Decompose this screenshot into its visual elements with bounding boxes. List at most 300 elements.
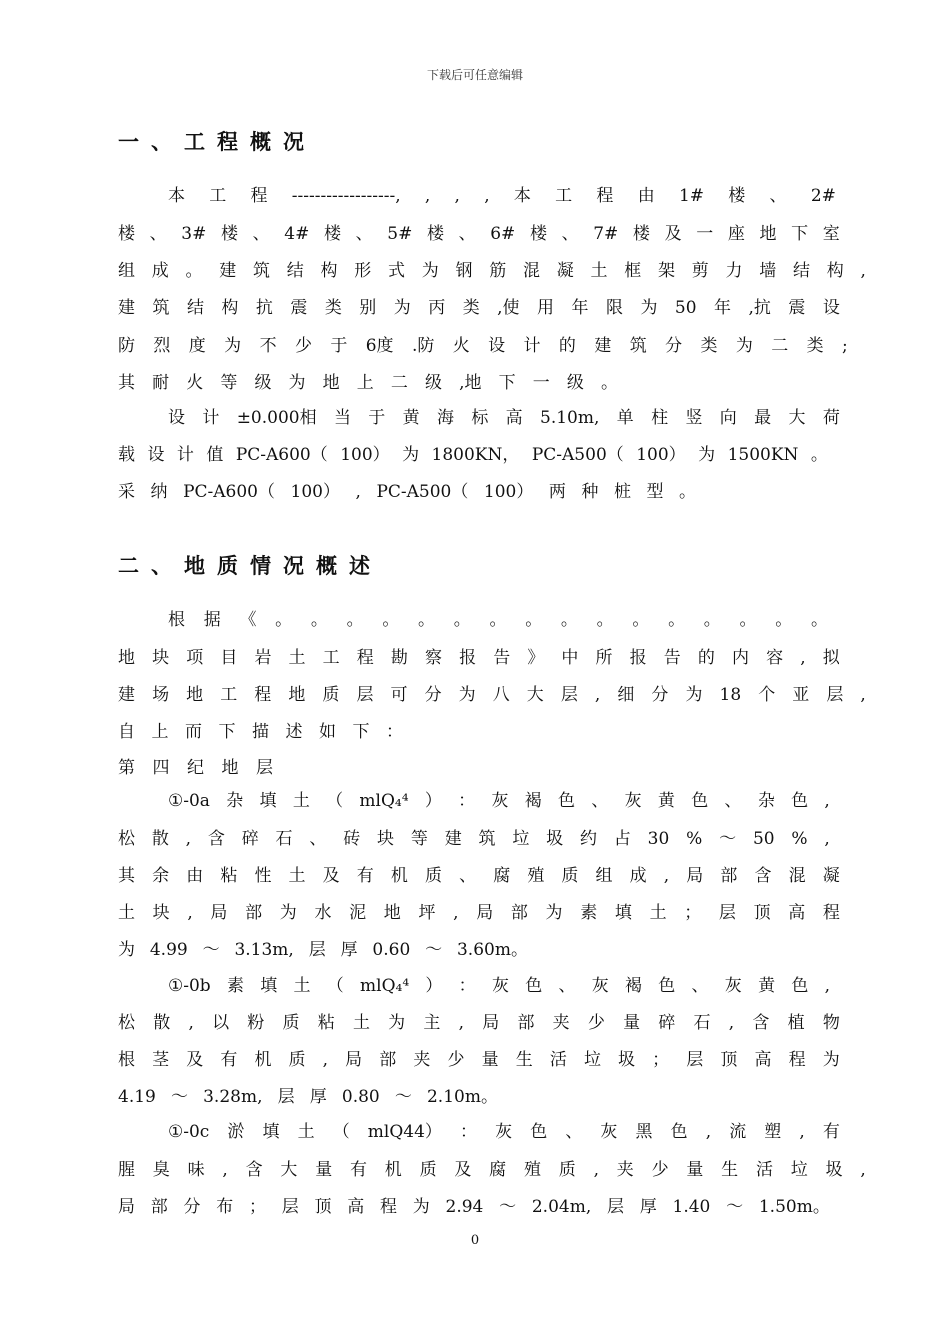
text-token: 为 [685,685,703,705]
text-token: 部 [245,903,263,923]
text-token: 为 [224,336,242,356]
text-token: 工 [322,648,340,668]
text-token: , [322,1050,329,1070]
text-token: 块 [152,903,170,923]
text-token: 采 [118,482,135,502]
text-token: 杂 [226,791,244,811]
page-number: 0 [470,1233,480,1248]
text-token: ～ [499,1197,517,1217]
text-line [118,298,840,318]
text-token: 顶 [314,1197,332,1217]
text-token: 黄 [657,791,675,811]
text-token: 为 [388,1013,406,1033]
text-token: 色 [670,1122,688,1142]
text-token: 而 [185,722,202,742]
text-token: 土 [352,1013,370,1033]
text-token: 顶 [720,1050,738,1070]
text-token: 物 [822,1013,840,1033]
text-token: 黄 [402,408,420,428]
text-token: ①-0b [168,976,211,996]
text-token: 局 [686,866,704,886]
text-token: , [663,866,670,886]
text-token: 抗 [255,298,273,318]
text-token: ～ [170,1087,188,1107]
text-token: 大 [280,1160,298,1180]
text-token: 及 [664,224,682,244]
text-token: 少 [587,1013,605,1033]
text-token: 1.40 [672,1197,711,1217]
text-token: mlQ₄⁴ [359,791,409,811]
text-token: 灰 [491,976,509,996]
text-token: , [860,1160,866,1180]
text-token: 别 [359,298,377,318]
text-token: , [222,1160,228,1180]
text-token: 上 [356,373,374,393]
text-token: 为 [393,298,411,318]
text-token: 级 [566,373,584,393]
text-token: 、 [252,224,270,244]
text-token: 楼 [728,186,746,206]
text-token: 地 [759,224,777,244]
text-line [118,648,840,668]
text-token: 石 [275,829,293,849]
text-token: 量 [686,1160,704,1180]
text-line [118,940,528,960]
text-token: 。 [382,610,400,630]
text-token: 丙 [428,298,446,318]
text-token: 、 [355,224,373,244]
text-token: 组 [595,866,613,886]
text-token: 细 [617,685,635,705]
text-token: 及 [454,1160,472,1180]
text-token: 填 [614,903,632,923]
text-token: 50 [674,298,697,318]
text-token: 100） [340,445,390,465]
text-token: 18 [719,685,742,705]
text-token: 本 [168,186,185,206]
text-token: 含 [245,1160,263,1180]
text-token: 量 [481,1050,499,1070]
text-token: 程 [380,1197,397,1217]
text-token: 程 [250,186,268,206]
text-token: 项 [186,648,204,668]
text-token: 筑 [152,298,170,318]
text-token: 一 [696,224,714,244]
text-token: 》 [527,648,545,668]
text-token: 二 [771,336,789,356]
text-token: 第 [118,758,135,778]
text-token: 臭 [152,1160,170,1180]
text-token: ～ [425,940,443,960]
text-token: 色 [658,976,676,996]
text-token: 本 [513,186,531,206]
text-token: 2.10m。 [426,1087,498,1107]
text-token: 4.19 [118,1087,156,1107]
text-token: 其 [118,866,135,886]
text-token: 高 [788,903,806,923]
text-token: 火 [186,373,204,393]
text-token: 土 [292,791,310,811]
text-token: 机 [254,1050,272,1070]
text-token: 容 [766,648,784,668]
text-token: 含 [207,829,225,849]
text-line [118,373,618,393]
text-token: 楼 [323,224,341,244]
text-token: 分 [424,685,442,705]
text-token: 垃 [512,829,530,849]
text-line [118,224,840,244]
text-token: 楼 [220,224,238,244]
text-token: 少 [651,1160,669,1180]
text-token: , [860,685,866,705]
text-token: 四 [152,758,170,778]
text-token: 计 [176,445,194,465]
text-token: 墙 [759,261,777,281]
text-token: , [594,685,601,705]
text-token: 层 [686,1050,704,1070]
text-token: 层 [277,1087,295,1107]
text-token: 筋 [489,261,507,281]
text-token: 局 [482,1013,500,1033]
text-token: , [824,829,830,849]
text-token: ～ [394,1087,412,1107]
text-token: 座 [727,224,745,244]
text-token: 海 [436,408,454,428]
text-token: 。 [310,610,328,630]
text-line [118,866,840,886]
text-token: mlQ₄⁴ [360,976,410,996]
text-line [168,408,840,428]
text-token: , [453,903,459,923]
text-token: PC-A600（ [183,482,275,502]
text-token: 5# [387,224,413,244]
text-token: 告 [663,648,681,668]
text-token: 。 [632,610,650,630]
text-token: 柱 [651,408,669,428]
text-token: 、 [309,829,327,849]
text-token: 含 [752,1013,770,1033]
text-token: 大 [788,408,806,428]
text-token: 。 [810,445,828,465]
text-token: 为 [545,903,563,923]
text-token: 、 [458,224,476,244]
text-token: 级 [254,373,272,393]
text-token: 土 [288,866,306,886]
text-token: 个 [758,685,776,705]
text-token: 灰 [591,976,609,996]
text-token: 含 [754,866,772,886]
text-token: 工 [209,186,227,206]
text-token: 色 [558,791,576,811]
text-token: 述 [285,722,303,742]
text-token: , [484,186,490,206]
text-token: 载 [118,445,135,465]
text-token: 室 [822,224,840,244]
text-token: 为 [421,261,439,281]
text-token: ～ [202,940,220,960]
text-token: 余 [152,866,170,886]
text-token: 层 [356,685,374,705]
text-token: 少 [294,336,312,356]
text-token: 上 [151,722,169,742]
text-token: 为 [118,940,135,960]
text-token: 部 [510,903,528,923]
text-token: ±0.000相 [236,408,317,428]
text-token: 3# [181,224,207,244]
text-token: .防 [411,336,435,356]
text-token: 灰 [624,791,642,811]
text-token: 一 [532,373,550,393]
text-token: 2.94 [445,1197,484,1217]
text-token: ,使 [497,298,520,318]
text-token: 。 [418,610,436,630]
text-token: 当 [333,408,351,428]
text-token: 筑 [478,829,496,849]
text-token: 活 [755,1160,773,1180]
text-token: ； [249,1197,266,1217]
text-token: 50 [752,829,775,849]
text-token: 工 [220,685,238,705]
text-token: , [728,1013,735,1033]
text-token: 设 [168,408,185,428]
text-token: 架 [658,261,675,281]
text-token: 下 [791,224,809,244]
text-token: 部 [150,1197,168,1217]
text-line [168,976,830,996]
text-token: 值 [206,445,224,465]
text-token: 凝 [822,866,840,886]
text-token: ①-0a [168,791,210,811]
text-token: 色 [691,791,709,811]
text-token: 色 [530,1122,548,1142]
text-token: 腥 [118,1160,135,1180]
text-token: 程 [788,1050,806,1070]
text-token: 种 [581,482,599,502]
text-token: 主 [423,1013,441,1033]
text-line [118,758,273,778]
text-token: 约 [580,829,597,849]
text-token: 7# [593,224,619,244]
text-token: 占 [613,829,631,849]
text-line [118,261,866,281]
text-token: ------------------, [291,186,401,206]
text-line [168,791,830,811]
text-token: 告 [493,648,511,668]
text-token: 钢 [455,261,473,281]
text-token: 。 [596,610,614,630]
text-token: 淤 [227,1122,245,1142]
text-token: 。 [703,610,721,630]
text-token: 量 [623,1013,641,1033]
text-token: 构 [320,261,338,281]
text-line [118,722,403,742]
text-token: 程 [254,685,272,705]
text-token: 震 [290,298,308,318]
text-token: 碎 [241,829,259,849]
text-token: 不 [259,336,277,356]
text-token: 竖 [685,408,703,428]
text-token: 建 [118,685,135,705]
text-token: 地 [383,903,401,923]
text-token: 生 [515,1050,533,1070]
text-token: 、 [149,224,167,244]
text-token: 层 [281,1197,299,1217]
text-token: 地 [118,648,135,668]
text-token: 土 [118,903,135,923]
text-token: 100） [483,482,534,502]
text-token: 质 [282,1013,300,1033]
text-token: ： [458,976,476,996]
text-token: 色 [791,791,809,811]
text-token: 殖 [523,1160,541,1180]
text-token: 味 [187,1160,205,1180]
text-token: 土 [297,1122,315,1142]
text-token: 。 [185,261,203,281]
text-token: 标 [471,408,489,428]
text-token: 地 [288,685,306,705]
text-line [118,903,840,923]
text-token: % [791,829,808,849]
text-token: % [686,829,703,849]
text-token: 活 [549,1050,567,1070]
text-token: 报 [459,648,477,668]
text-token: 有 [349,1160,367,1180]
text-token: 、 [591,791,609,811]
text-token: , [593,1160,599,1180]
text-token: 局 [118,1197,135,1217]
text-token: , [800,648,806,668]
text-token: 形 [354,261,372,281]
text-token: 层 [308,940,326,960]
text-token: ①-0c [168,1122,210,1142]
text-token: 单 [616,408,634,428]
text-token: 楼 [632,224,650,244]
text-token: 6度 [365,336,394,356]
text-token: 类 [700,336,718,356]
text-token: 亚 [792,685,810,705]
text-token: 自 [118,722,135,742]
text-token: 。 [346,610,364,630]
text-token: 向 [719,408,737,428]
text-token: 殖 [527,866,545,886]
text-line [168,186,836,206]
text-token: 圾 [546,829,564,849]
text-token: 。 [739,610,757,630]
text-token: 质 [424,866,442,886]
text-token: 地 [322,373,340,393]
text-token: 厚 [340,940,358,960]
text-token: , [799,1122,805,1142]
text-token: 流 [729,1122,747,1142]
text-token: 。 [679,482,696,502]
text-token: 粘 [317,1013,335,1033]
text-token: 可 [390,685,408,705]
text-token: 楼 [426,224,444,244]
text-token: 夹 [552,1013,570,1033]
text-token: 《 [239,610,257,630]
text-token: 坪 [418,903,436,923]
text-token: PC-A500（ [376,482,469,502]
text-token: 为 [458,685,476,705]
text-token: 3.60m。 [456,940,528,960]
text-token: 勘 [390,648,408,668]
text-token: 30 [647,829,670,849]
text-token: 分 [665,336,683,356]
text-token: 由 [186,866,204,886]
text-token: 杂 [757,791,775,811]
text-token: 力 [725,261,743,281]
text-token: 下 [352,722,370,742]
text-token: 灰 [491,791,509,811]
text-token: 筑 [253,261,270,281]
text-token: 6# [490,224,516,244]
text-token: 下 [498,373,516,393]
text-token: 以 [212,1013,230,1033]
text-line [118,445,828,465]
text-token: 于 [330,336,348,356]
text-token: 有 [822,1122,840,1142]
text-token: 计 [523,336,541,356]
text-token: 高 [754,1050,772,1070]
text-token: 限 [605,298,623,318]
text-token: 混 [523,261,540,281]
text-token: 灰 [600,1122,618,1142]
text-token: 设 [147,445,165,465]
text-token: 、 [561,224,579,244]
text-token: , [355,482,361,502]
text-token: 垃 [583,1050,601,1070]
text-token: 100） [636,445,686,465]
text-token: 为 [822,1050,840,1070]
text-token: , [458,1013,464,1033]
text-token: 及 [186,1050,204,1070]
text-token: 据 [203,610,221,630]
text-token: 、 [565,1122,583,1142]
text-token: 砖 [343,829,361,849]
text-token: 层 [560,685,578,705]
text-token: , [187,903,193,923]
text-token: 土 [649,903,667,923]
text-token: 于 [368,408,386,428]
text-token: 由 [637,186,655,206]
text-token: 机 [384,1160,402,1180]
text-token: 工 [555,186,573,206]
text-token: 纳 [150,482,168,502]
text-token: 建 [118,298,135,318]
text-token: 茎 [152,1050,170,1070]
text-token: ～ [719,829,737,849]
text-token: , [454,186,460,206]
text-token: 4.99 [149,940,188,960]
text-token: , [188,1013,194,1033]
text-token: 二 [390,373,408,393]
text-line [118,829,830,849]
text-token: 腐 [493,866,511,886]
text-token: 、 [691,976,709,996]
text-token: ； [684,903,702,923]
text-token: 质 [561,866,579,886]
text-token: 块 [377,829,395,849]
text-token: , [424,186,431,206]
text-token: 分 [183,1197,201,1217]
text-token: 垃 [790,1160,808,1180]
text-token: 夹 [616,1160,634,1180]
text-token: , [860,261,866,281]
text-token: 为 [402,445,420,465]
text-token: （ [332,1122,350,1142]
text-token: ） [424,791,442,811]
text-token: 4# [284,224,310,244]
